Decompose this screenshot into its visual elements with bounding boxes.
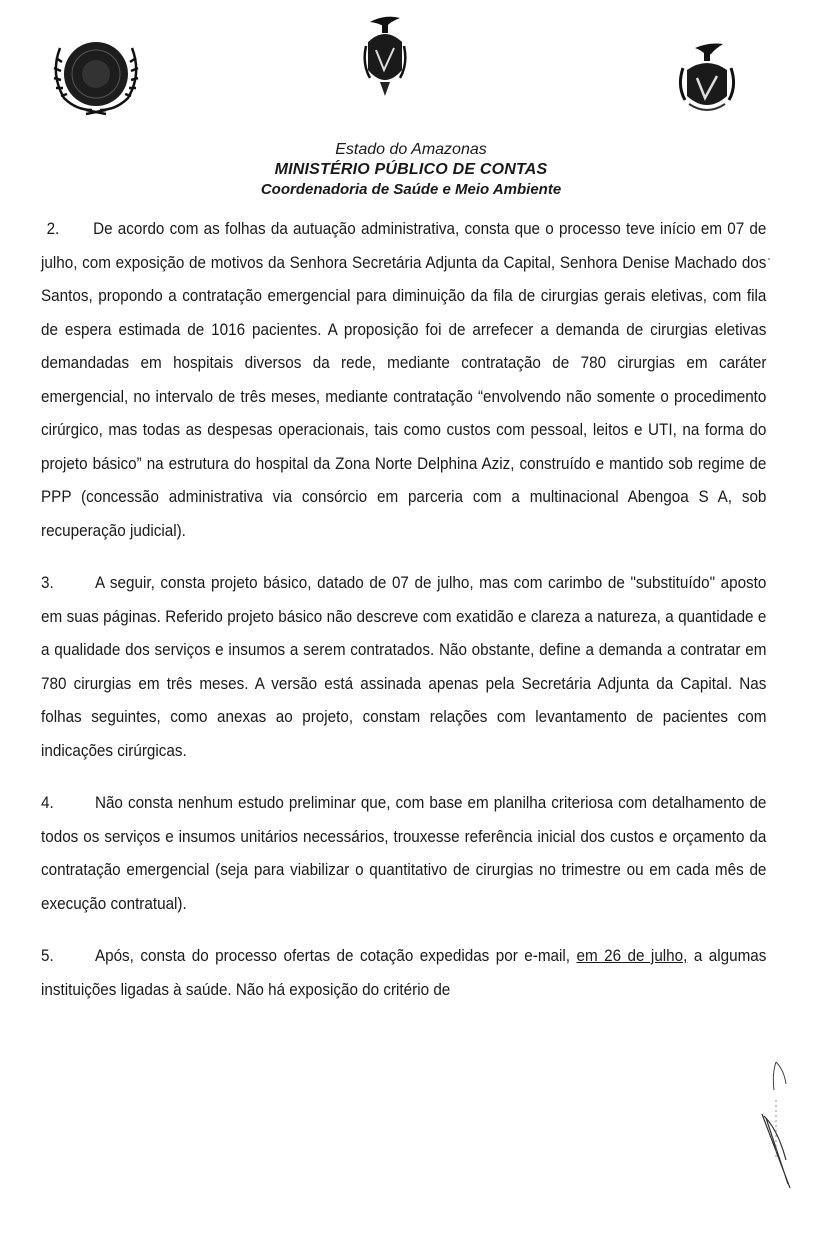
ministry-name: MINISTÉRIO PÚBLICO DE CONTAS <box>274 161 548 178</box>
paragraph-text-start: Após, consta do processo ofertas de cotação expedidas por e-mail, <box>94 947 577 965</box>
handwritten-signature-icon <box>748 1060 808 1220</box>
document-header <box>0 140 822 200</box>
state-name: Estado do Amazonas <box>335 141 487 158</box>
paragraph-number: 3. <box>41 574 54 592</box>
document-body <box>41 213 767 1026</box>
paragraph-text: De acordo com as folhas da autuação administrativa, consta que o processo teve início em 07 de julho, com exposição de motivos da Senhora Secretária Adjunta da Capital, Senhora Denise Machado dos Santos, propondo a contratação emergencial para diminuição da fila de cirurgias gerais eletivas, com fila de espera estimada de 1016 pacientes. A proposição foi de arrefecer a demanda de cirurgias eletivas demandadas em hospitais diversos da rede, mediante contratação de 780 cirurgias em caráter emergencial, no intervalo de três meses, mediante contratação “envolvendo não somente o procedimento cirúrgico, mas todas as despesas operacionais, tais como custos com pessoal, leitos e UTI, na forma do projeto básico” na estrutura do hospital da Zona Norte Delphina Aziz, construído e mantido sob regime de PPP (concessão administrativa via consórcio em parceria com a multinacional Abengoa S A, sob recuperação judicial). <box>41 220 767 540</box>
paragraph-text-end: a algumas instituições ligadas à saúde. Não há exposição do critério de <box>41 947 767 999</box>
seal-left-icon <box>46 30 146 116</box>
paragraph-4 <box>41 787 766 921</box>
underlined-date: em 26 de julho, <box>576 947 688 965</box>
scan-speck <box>768 258 770 260</box>
coat-of-arms-right-icon <box>677 40 737 120</box>
paragraph-number: 5. <box>41 947 54 965</box>
paragraph-5 <box>41 940 766 1007</box>
paragraph-number: 4. <box>41 794 54 812</box>
paragraph-number: 2. <box>46 220 60 238</box>
department-name: Coordenadoria de Saúde e Meio Ambiente <box>260 181 562 198</box>
paragraph-text: A seguir, consta projeto básico, datado de 07 de julho, mas com carimbo de "substituído" aposto em suas páginas. Referido projeto básico não descreve com exatidão e clareza a natureza, a quantidade e a qualidade dos serviços e insumos a serem contratados. Não obstante, define a demanda a contratar em 780 cirurgias em três meses. A versão está assinada apenas pela Secretária Adjunta da Capital. Nas folhas seguintes, como anexas ao projeto, constam relações com levantamento de pacientes com indicações cirúrgicas. <box>41 574 767 760</box>
coat-of-arms-center-icon <box>360 12 410 100</box>
paragraph-2 <box>41 213 766 548</box>
paragraph-text: Não consta nenhum estudo preliminar que, com base em planilha criteriosa com detalhamento de todos os serviços e insumos unitários necessários, trouxesse referência inicial dos custos e orçamento da contratação emergencial (seja para viabilizar o quantitativo de cirurgias no trimestre ou em cada mês de execução contratual). <box>41 794 767 913</box>
paragraph-3 <box>41 567 766 768</box>
